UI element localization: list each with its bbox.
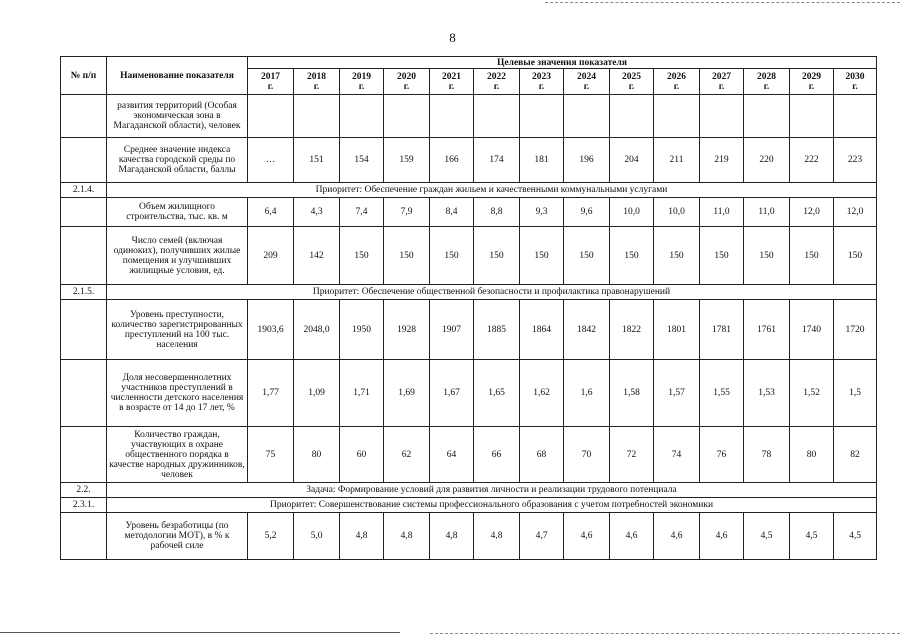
value-cell-2029: 1740 — [790, 300, 834, 360]
value-cell-2018: 5,0 — [294, 513, 340, 560]
value-cell-2023: 150 — [520, 227, 564, 285]
value-cell-2018: 151 — [294, 138, 340, 183]
value-cell-2022: 150 — [474, 227, 520, 285]
value-cell-2025 — [610, 95, 654, 138]
value-cell-2017: … — [248, 138, 294, 183]
value-cell-2021: 1,67 — [430, 360, 474, 427]
indicator-name: Среднее значение индекса качества городской среды по Магаданской области, баллы — [107, 138, 248, 183]
indicator-number — [61, 427, 107, 483]
value-cell-2017 — [248, 95, 294, 138]
header-year-2019 — [340, 69, 384, 95]
header-year-suffix: г. — [493, 81, 500, 92]
value-cell-2023: 9,3 — [520, 198, 564, 227]
value-cell-2026: 1,57 — [654, 360, 700, 427]
value-cell-2022: 1885 — [474, 300, 520, 360]
value-cell-2018: 80 — [294, 427, 340, 483]
header-year-2023 — [520, 69, 564, 95]
indicator-name: Доля несовершеннолетних участников преступлений в численности детского населения в возрасте от 14 до 17 лет, % — [107, 360, 248, 427]
section-title: Приоритет: Обеспечение общественной безопасности и профилактика правонарушений — [107, 285, 877, 300]
value-cell-2021: 4,8 — [430, 513, 474, 560]
value-cell-2026: 1801 — [654, 300, 700, 360]
value-cell-2025: 204 — [610, 138, 654, 183]
header-year-suffix: г. — [448, 81, 455, 92]
value-cell-2020: 7,9 — [384, 198, 430, 227]
value-cell-2026: 10,0 — [654, 198, 700, 227]
value-cell-2022: 8,8 — [474, 198, 520, 227]
section-title: Задача: Формирование условий для развития личности и реализации трудового потенциала — [107, 483, 877, 498]
indicator-number — [61, 227, 107, 285]
indicator-name: Уровень преступности, количество зарегистрированных преступлений на 100 тыс. населения — [107, 300, 248, 360]
value-cell-2030: 1720 — [834, 300, 877, 360]
indicator-number — [61, 95, 107, 138]
section-title: Приоритет: Совершенствование системы профессионального образования с учетом потребностей экономики — [107, 498, 877, 513]
value-cell-2017: 1903,6 — [248, 300, 294, 360]
value-cell-2018: 1,09 — [294, 360, 340, 427]
value-cell-2020: 62 — [384, 427, 430, 483]
header-year-label: 2024 — [577, 71, 596, 82]
indicator-row — [61, 95, 877, 138]
section-number: 2.1.5. — [61, 285, 107, 300]
indicator-name: Объем жилищного строительства, тыс. кв. м — [107, 198, 248, 227]
value-cell-2027: 1781 — [700, 300, 744, 360]
header-year-2028 — [744, 69, 790, 95]
value-cell-2021: 150 — [430, 227, 474, 285]
header-year-label: 2019 — [352, 71, 371, 82]
header-year-label: 2027 — [712, 71, 731, 82]
scan-line-bottom — [0, 632, 400, 633]
header-year-suffix: г. — [763, 81, 770, 92]
value-cell-2017: 1,77 — [248, 360, 294, 427]
value-cell-2017: 6,4 — [248, 198, 294, 227]
indicator-number — [61, 513, 107, 560]
header-num: № п/п — [61, 57, 107, 95]
value-cell-2025: 4,6 — [610, 513, 654, 560]
value-cell-2017: 5,2 — [248, 513, 294, 560]
value-cell-2028: 1761 — [744, 300, 790, 360]
value-cell-2022: 174 — [474, 138, 520, 183]
value-cell-2019: 7,4 — [340, 198, 384, 227]
value-cell-2020: 1,69 — [384, 360, 430, 427]
value-cell-2030: 4,5 — [834, 513, 877, 560]
value-cell-2028 — [744, 95, 790, 138]
value-cell-2024: 150 — [564, 227, 610, 285]
value-cell-2029: 12,0 — [790, 198, 834, 227]
value-cell-2030: 150 — [834, 227, 877, 285]
value-cell-2018 — [294, 95, 340, 138]
value-cell-2021 — [430, 95, 474, 138]
value-cell-2020: 159 — [384, 138, 430, 183]
header-year-2018 — [294, 69, 340, 95]
value-cell-2020: 4,8 — [384, 513, 430, 560]
value-cell-2022 — [474, 95, 520, 138]
value-cell-2023: 1,62 — [520, 360, 564, 427]
value-cell-2018: 142 — [294, 227, 340, 285]
header-year-suffix: г. — [358, 81, 365, 92]
indicator-row — [61, 198, 877, 227]
value-cell-2021: 64 — [430, 427, 474, 483]
header-year-label: 2026 — [667, 71, 686, 82]
header-year-label: 2023 — [532, 71, 551, 82]
value-cell-2018: 4,3 — [294, 198, 340, 227]
value-cell-2017: 75 — [248, 427, 294, 483]
value-cell-2029: 1,52 — [790, 360, 834, 427]
header-year-2022 — [474, 69, 520, 95]
section-number: 2.3.1. — [61, 498, 107, 513]
value-cell-2023: 4,7 — [520, 513, 564, 560]
header-year-suffix: г. — [538, 81, 545, 92]
indicator-name: Количество граждан, участвующих в охране общественного порядка в качестве народных дружинников, человек — [107, 427, 248, 483]
indicator-row — [61, 138, 877, 183]
header-year-label: 2030 — [845, 71, 865, 82]
header-year-label: 2017 — [261, 71, 280, 82]
value-cell-2027: 150 — [700, 227, 744, 285]
header-year-2027 — [700, 69, 744, 95]
value-cell-2024: 196 — [564, 138, 610, 183]
indicator-name: Уровень безработицы (по методологии МОТ), в % к рабочей силе — [107, 513, 248, 560]
header-year-suffix: г. — [718, 81, 725, 92]
value-cell-2024: 9,6 — [564, 198, 610, 227]
value-cell-2027: 4,6 — [700, 513, 744, 560]
value-cell-2023: 181 — [520, 138, 564, 183]
value-cell-2030: 12,0 — [834, 198, 877, 227]
header-year-label: 2021 — [442, 71, 461, 82]
indicator-number — [61, 138, 107, 183]
header-year-label: 2025 — [622, 71, 641, 82]
value-cell-2027: 1,55 — [700, 360, 744, 427]
value-cell-2027: 11,0 — [700, 198, 744, 227]
header-year-suffix: г. — [403, 81, 410, 92]
indicator-number — [61, 360, 107, 427]
value-cell-2022: 1,65 — [474, 360, 520, 427]
value-cell-2023 — [520, 95, 564, 138]
header-year-suffix: г. — [583, 81, 590, 92]
value-cell-2020 — [384, 95, 430, 138]
value-cell-2028: 78 — [744, 427, 790, 483]
section-title: Приоритет: Обеспечение граждан жильем и качественными коммунальными услугами — [107, 183, 877, 198]
indicator-row — [61, 227, 877, 285]
value-cell-2023: 1864 — [520, 300, 564, 360]
value-cell-2021: 8,4 — [430, 198, 474, 227]
section-number: 2.1.4. — [61, 183, 107, 198]
section-row — [61, 285, 877, 300]
value-cell-2019: 1,71 — [340, 360, 384, 427]
value-cell-2027: 219 — [700, 138, 744, 183]
indicator-row — [61, 513, 877, 560]
indicator-name: развития территорий (Особая экономическая зона в Магаданской области), человек — [107, 95, 248, 138]
header-year-suffix: г. — [628, 81, 635, 92]
value-cell-2029: 222 — [790, 138, 834, 183]
value-cell-2019: 150 — [340, 227, 384, 285]
header-year-suffix: г. — [852, 81, 858, 92]
value-cell-2022: 66 — [474, 427, 520, 483]
value-cell-2019: 4,8 — [340, 513, 384, 560]
header-year-2029 — [790, 69, 834, 95]
value-cell-2030 — [834, 95, 877, 138]
header-year-label: 2028 — [757, 71, 776, 82]
value-cell-2020: 150 — [384, 227, 430, 285]
value-cell-2030: 1,5 — [834, 360, 877, 427]
indicator-row — [61, 427, 877, 483]
section-row — [61, 183, 877, 198]
value-cell-2017: 209 — [248, 227, 294, 285]
value-cell-2029: 4,5 — [790, 513, 834, 560]
value-cell-2029: 80 — [790, 427, 834, 483]
page-number: 8 — [449, 30, 456, 45]
value-cell-2030: 82 — [834, 427, 877, 483]
value-cell-2026: 4,6 — [654, 513, 700, 560]
value-cell-2026 — [654, 95, 700, 138]
value-cell-2019: 1950 — [340, 300, 384, 360]
value-cell-2021: 1907 — [430, 300, 474, 360]
value-cell-2024: 4,6 — [564, 513, 610, 560]
value-cell-2025: 1822 — [610, 300, 654, 360]
value-cell-2025: 10,0 — [610, 198, 654, 227]
indicators-table — [60, 56, 877, 560]
header-year-label: 2018 — [307, 71, 326, 82]
value-cell-2024: 1,6 — [564, 360, 610, 427]
header-year-label: 2020 — [397, 71, 416, 82]
value-cell-2024 — [564, 95, 610, 138]
value-cell-2020: 1928 — [384, 300, 430, 360]
value-cell-2019 — [340, 95, 384, 138]
header-targets: Целевые значения показателя — [248, 57, 877, 69]
value-cell-2028: 220 — [744, 138, 790, 183]
section-row — [61, 483, 877, 498]
header-year-label: 2022 — [487, 71, 506, 82]
value-cell-2027 — [700, 95, 744, 138]
scan-line-bottom-right — [430, 633, 900, 635]
section-number: 2.2. — [61, 483, 107, 498]
value-cell-2024: 70 — [564, 427, 610, 483]
indicator-number — [61, 198, 107, 227]
value-cell-2019: 60 — [340, 427, 384, 483]
header-year-suffix: г. — [313, 81, 320, 92]
value-cell-2026: 150 — [654, 227, 700, 285]
header-year-2025 — [610, 69, 654, 95]
section-row — [61, 498, 877, 513]
value-cell-2025: 72 — [610, 427, 654, 483]
header-year-label: 2029 — [802, 71, 821, 82]
scan-line-top — [545, 2, 900, 4]
indicator-number — [61, 300, 107, 360]
value-cell-2027: 76 — [700, 427, 744, 483]
header-year-suffix: г. — [673, 81, 680, 92]
value-cell-2023: 68 — [520, 427, 564, 483]
header-year-2030 — [834, 69, 877, 95]
value-cell-2019: 154 — [340, 138, 384, 183]
value-cell-2028: 4,5 — [744, 513, 790, 560]
header-year-suffix: г. — [267, 81, 274, 92]
value-cell-2028: 1,53 — [744, 360, 790, 427]
indicator-name: Число семей (включая одиноких), получивших жилые помещения и улучшивших жилищные условия, ед. — [107, 227, 248, 285]
value-cell-2030: 223 — [834, 138, 877, 183]
value-cell-2028: 11,0 — [744, 198, 790, 227]
value-cell-2024: 1842 — [564, 300, 610, 360]
header-year-2026 — [654, 69, 700, 95]
value-cell-2025: 150 — [610, 227, 654, 285]
value-cell-2026: 211 — [654, 138, 700, 183]
header-year-2017 — [248, 69, 294, 95]
value-cell-2025: 1,58 — [610, 360, 654, 427]
value-cell-2021: 166 — [430, 138, 474, 183]
value-cell-2029 — [790, 95, 834, 138]
header-year-2020 — [384, 69, 430, 95]
header-name: Наименование показателя — [107, 57, 248, 95]
value-cell-2028: 150 — [744, 227, 790, 285]
header-year-2024 — [564, 69, 610, 95]
indicator-row — [61, 300, 877, 360]
value-cell-2022: 4,8 — [474, 513, 520, 560]
value-cell-2029: 150 — [790, 227, 834, 285]
value-cell-2026: 74 — [654, 427, 700, 483]
header-year-suffix: г. — [808, 81, 815, 92]
indicator-row — [61, 360, 877, 427]
value-cell-2018: 2048,0 — [294, 300, 340, 360]
header-year-2021 — [430, 69, 474, 95]
